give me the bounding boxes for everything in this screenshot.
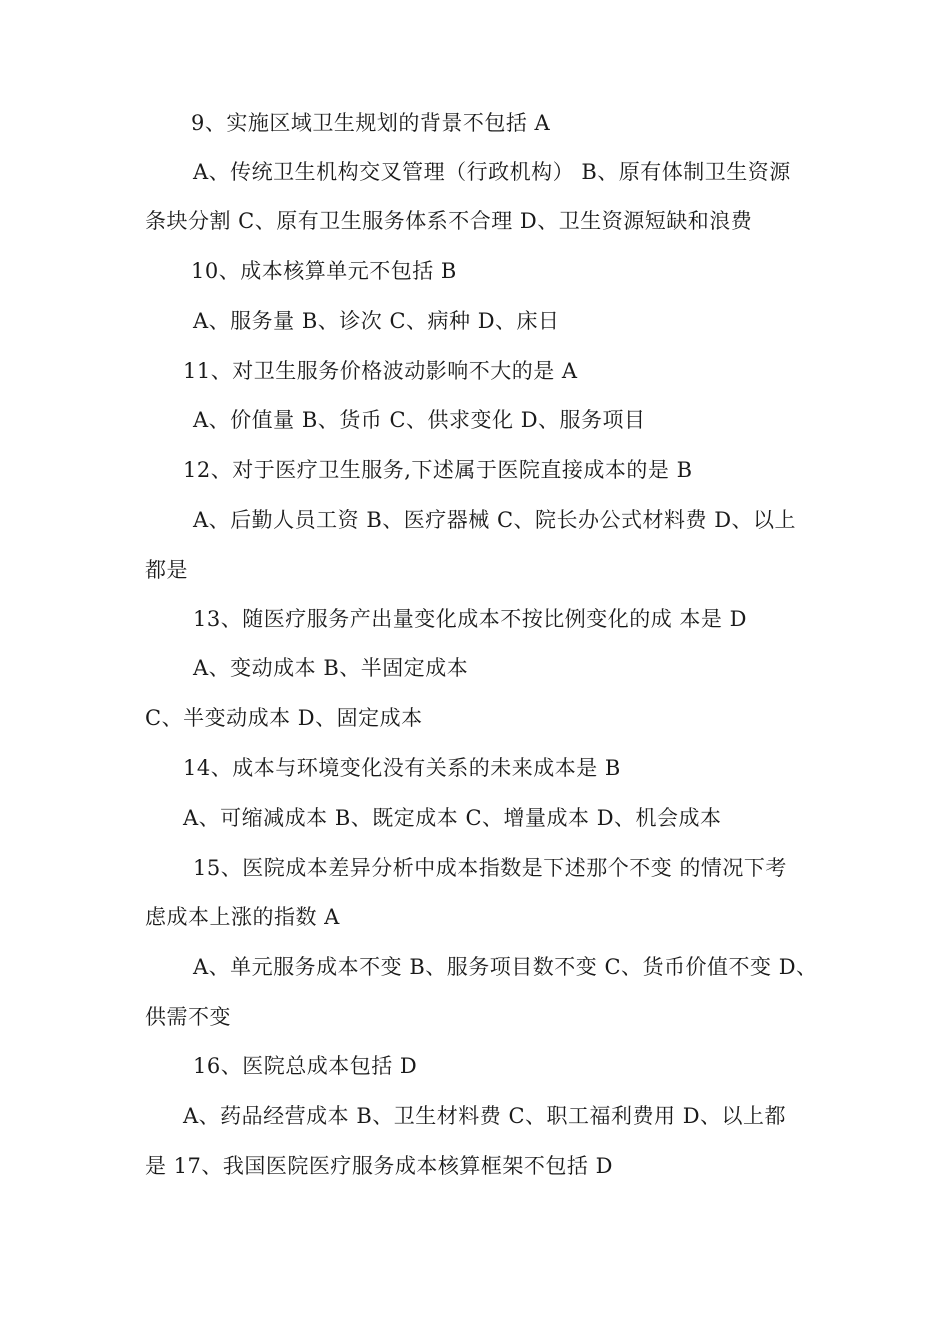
question-12-options-line-1: A、后勤人员工资 B、医疗器械 C、院长办公式材料费 D、以上 [193, 508, 797, 532]
question-12-options-line-2: 都是 [145, 558, 188, 582]
question-9: 9、实施区域卫生规划的背景不包括 A [191, 111, 551, 135]
question-9-options-line-1: A、传统卫生机构交叉管理（行政机构） B、原有体制卫生资源 [193, 160, 791, 184]
question-15-options-line-1: A、单元服务成本不变 B、服务项目数不变 C、货币价值不变 D、 [193, 955, 818, 979]
question-16-options-line-2: 是 17、我国医院医疗服务成本核算框架不包括 D [145, 1154, 613, 1178]
question-13: 13、随医疗服务产出量变化成本不按比例变化的成 本是 D [193, 607, 747, 631]
question-14-options: A、可缩减成本 B、既定成本 C、增量成本 D、机会成本 [183, 806, 722, 830]
question-11: 11、对卫生服务价格波动影响不大的是 A [183, 359, 578, 383]
question-10-options: A、服务量 B、诊次 C、病种 D、床日 [193, 309, 560, 333]
question-9-options-line-2: 条块分割 C、原有卫生服务体系不合理 D、卫生资源短缺和浪费 [145, 209, 753, 233]
question-14: 14、成本与环境变化没有关系的未来成本是 B [183, 756, 621, 780]
question-10: 10、成本核算单元不包括 B [191, 259, 457, 283]
question-11-options: A、价值量 B、货币 C、供求变化 D、服务项目 [193, 408, 646, 432]
question-15-line-1: 15、医院成本差异分析中成本指数是下述那个不变 的情况下考 [193, 856, 787, 880]
question-13-options-line-2: C、半变动成本 D、固定成本 [145, 706, 423, 730]
question-15-options-line-2: 供需不变 [145, 1005, 231, 1029]
question-12: 12、对于医疗卫生服务,下述属于医院直接成本的是 B [183, 458, 693, 482]
question-16: 16、医院总成本包括 D [193, 1054, 418, 1078]
question-13-options-line-1: A、变动成本 B、半固定成本 [193, 656, 469, 680]
question-15-line-2: 虑成本上涨的指数 A [145, 905, 340, 929]
question-16-options-line-1: A、药品经营成本 B、卫生材料费 C、职工福利费用 D、以上都 [183, 1104, 787, 1128]
